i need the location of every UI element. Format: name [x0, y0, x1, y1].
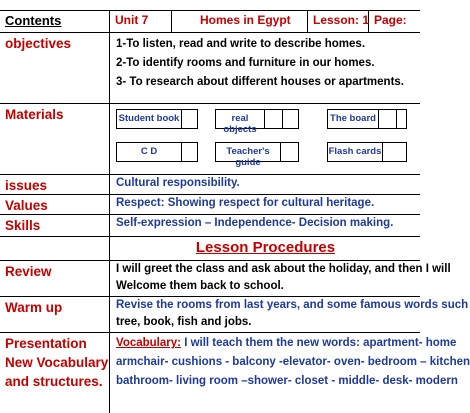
materials-label: Materials	[0, 104, 110, 174]
values-row	[0, 195, 420, 215]
issues-content: Cultural responsibility.	[116, 177, 240, 189]
issues-label: issues	[0, 175, 110, 194]
objective-item: 3- To research about different houses or apartments.	[116, 76, 404, 88]
material-real-objects: real objects	[215, 109, 299, 129]
values-content: Respect: Showing respect for cultural heritage.	[116, 197, 375, 209]
skills-content: Self-expression – Independence- Decision making.	[116, 217, 394, 229]
presentation-content: Vocabulary: I will teach them the new words: apartment- home armchair- cushions - balcony -elevator- oven- bedroom – kitchen bathroom- living room –shower- closet - middle- desk- modern	[116, 337, 470, 387]
presentation-label: Presentation New Vocabulary and structures.	[0, 333, 110, 413]
warmup-label: Warm up	[0, 297, 110, 332]
materials-row	[0, 104, 420, 175]
topic-title: Homes in Egypt	[172, 11, 308, 32]
skills-label: Skills	[0, 215, 110, 236]
review-row	[0, 261, 451, 297]
material-the-board: The board	[327, 109, 407, 129]
lesson-procedures-title: Lesson Procedures	[195, 239, 336, 256]
vocabulary-label: Vocabulary:	[116, 337, 181, 349]
warmup-content: Revise the rooms from last years, and some famous words such tree, book, fish and jobs.	[116, 299, 469, 328]
issues-row	[0, 175, 420, 195]
review-content: I will greet the class and ask about the holiday, and then I will Welcome them back to school.	[116, 263, 451, 292]
objective-item: 1-To listen, read and write to describe homes.	[116, 38, 366, 50]
values-label: Values	[0, 195, 110, 214]
warmup-row	[0, 297, 469, 333]
material-cd: C D	[116, 142, 198, 162]
header-row	[0, 10, 420, 33]
objectives-row	[0, 33, 420, 104]
material-flash-cards: Flash cards	[327, 142, 407, 162]
objectives-label: objectives	[0, 33, 110, 103]
review-label: Review	[0, 261, 110, 296]
objective-item: 2-To identify rooms and furniture in our homes.	[116, 57, 375, 69]
material-teachers-guide: Teacher's guide	[215, 142, 299, 162]
contents-heading: Contents	[0, 11, 110, 32]
presentation-row	[0, 333, 470, 413]
unit-label: Unit 7	[110, 11, 172, 32]
material-student-book: Student book	[116, 109, 198, 129]
procedures-row	[0, 237, 420, 261]
lesson-number: Lesson: 1	[308, 11, 369, 32]
skills-row	[0, 215, 420, 237]
page-number: Page:	[374, 13, 407, 27]
objectives-content	[111, 33, 420, 103]
materials-content	[111, 104, 420, 174]
procedures-label-cell	[0, 237, 110, 260]
